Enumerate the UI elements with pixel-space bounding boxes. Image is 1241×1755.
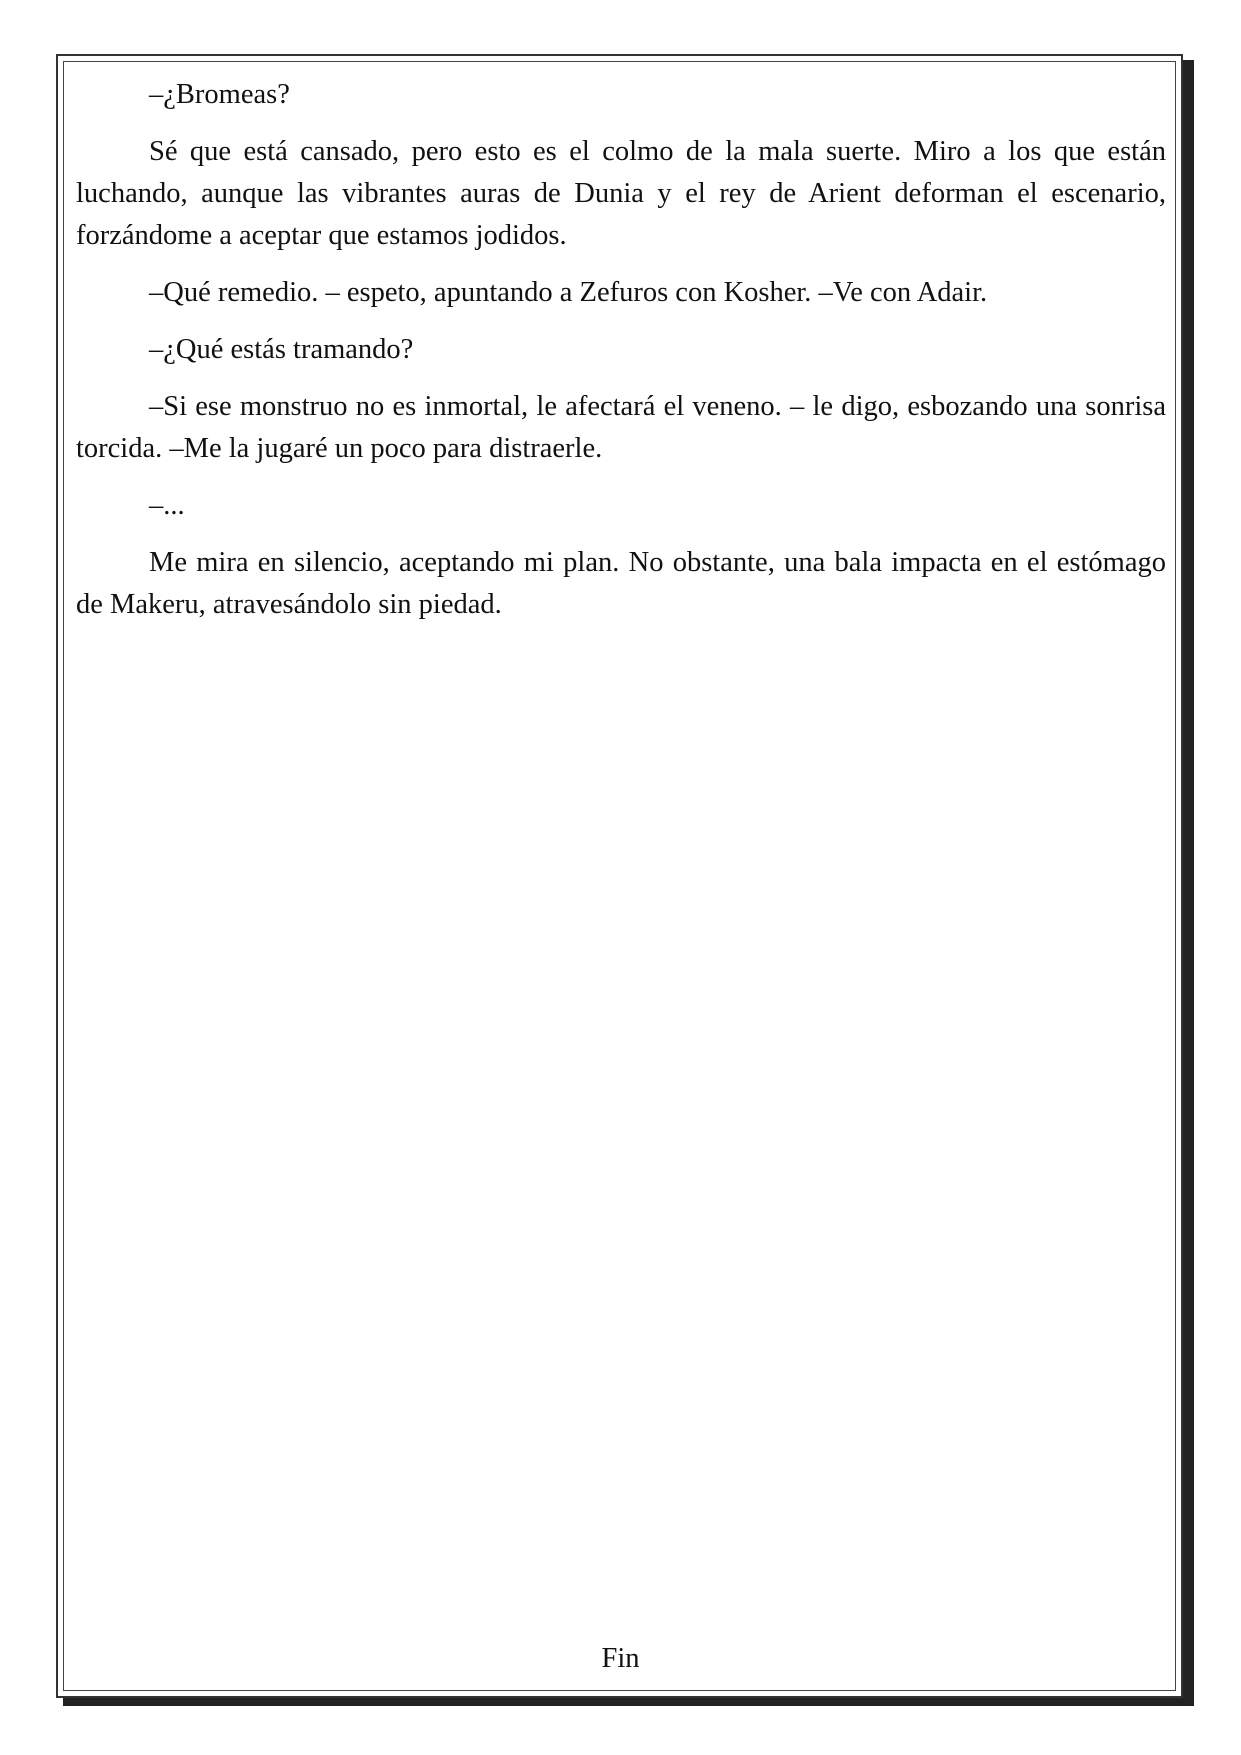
paragraph-5: –Si ese monstruo no es inmortal, le afectará el veneno. – le digo, esbozando una sonrisa torcida. –Me la jugaré un poco para distraerle.	[76, 391, 1166, 464]
paragraph-2: Sé que está cansado, pero esto es el colmo de la mala suerte. Miro a los que están luchando, aunque las vibrantes auras de Dunia y el rey de Arient deforman el escenario, forzándome a aceptar que estamos jodidos.	[76, 136, 1166, 251]
paragraph-3: –Qué remedio. – espeto, apuntando a Zefuros con Kosher. –Ve con Adair.	[149, 277, 988, 308]
paragraph-7: Me mira en silencio, aceptando mi plan. No obstante, una bala impacta en el estómago de Makeru, atravesándolo sin piedad.	[76, 547, 1166, 620]
paragraph-4: –¿Qué estás tramando?	[149, 334, 414, 365]
end-label: Fin	[601, 1643, 640, 1674]
paragraph-6: –...	[149, 490, 185, 521]
story-text	[76, 74, 1166, 641]
paragraph-1: –¿Bromeas?	[149, 79, 290, 110]
